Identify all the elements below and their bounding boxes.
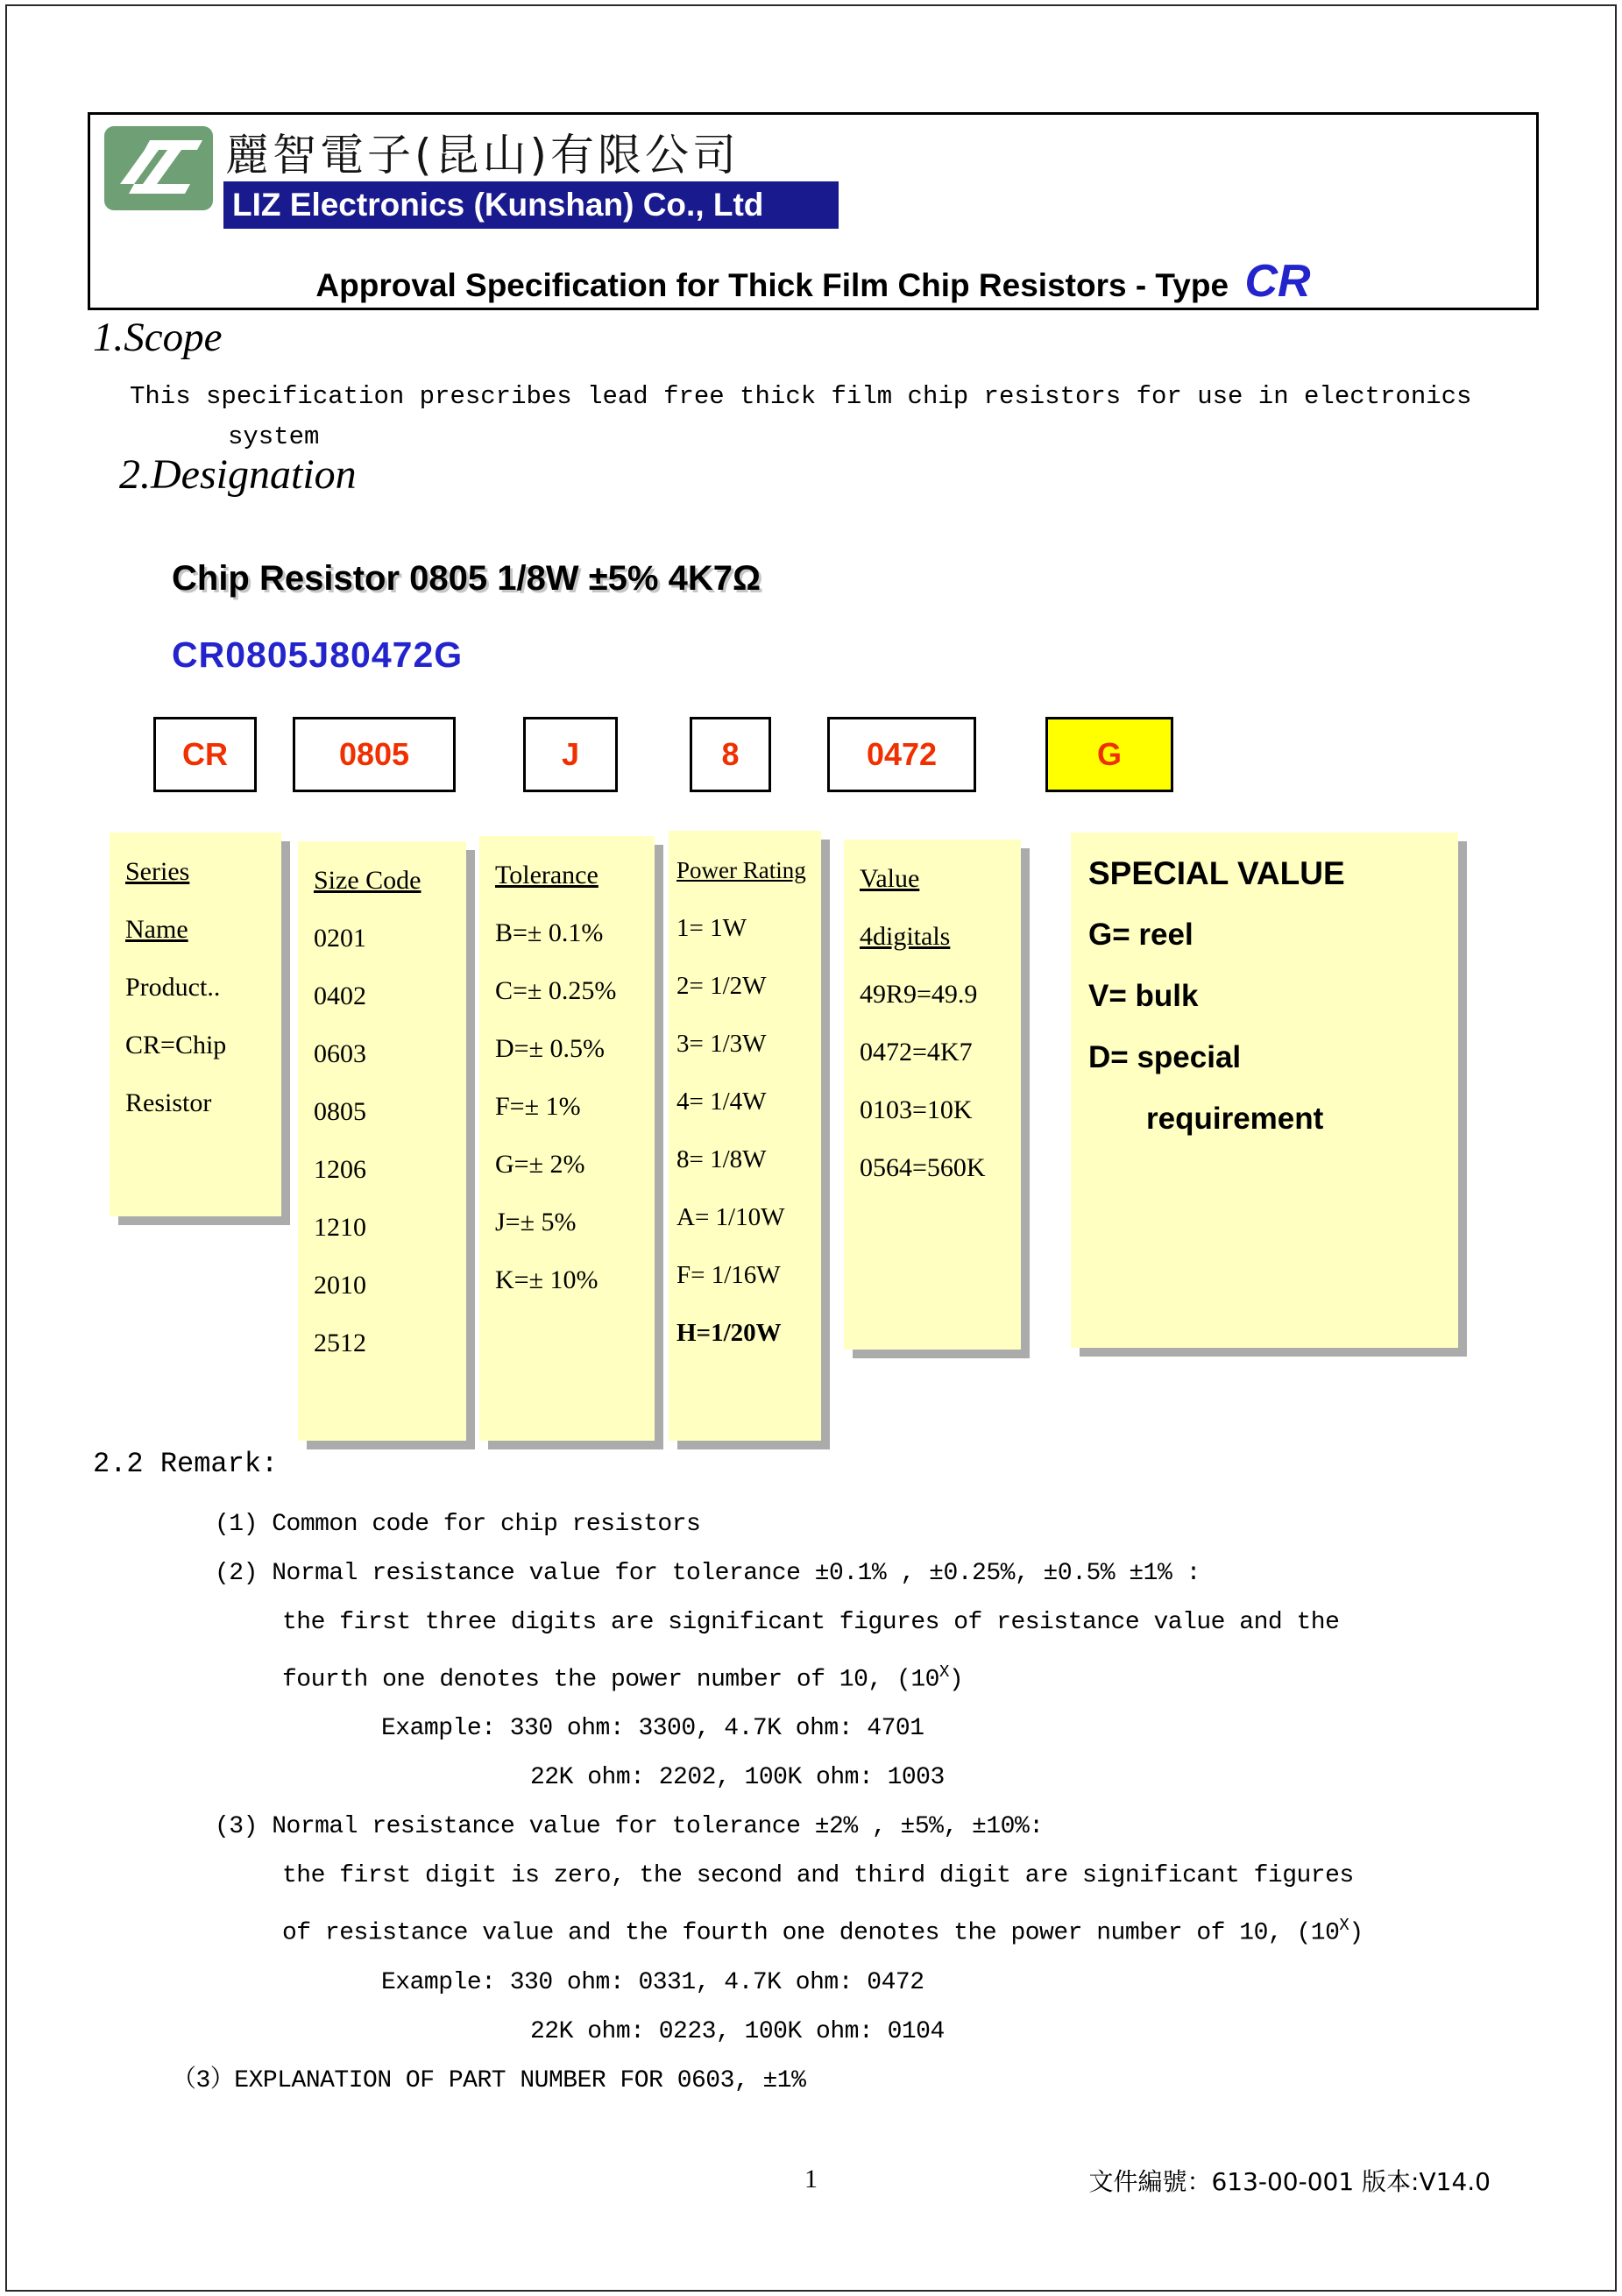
special-value-title: SPECIAL VALUE <box>1088 855 1345 891</box>
power-superscript: X <box>938 1662 949 1682</box>
remark-line-2a: the first three digits are significant figures of resistance value and the <box>282 1609 1340 1636</box>
document-title-type-code: CR <box>1244 256 1311 307</box>
remark-text: fourth one denotes the power number of 10, (10 <box>282 1666 939 1694</box>
size-code-item: 0402 <box>314 981 366 1010</box>
page-number: 1 <box>804 2165 818 2193</box>
example-part-number: CR0805J80472G <box>172 634 464 675</box>
series-header-line1: Series <box>125 857 190 886</box>
remark-text: ) <box>1349 1919 1363 1947</box>
tolerance-item: B=± 0.1% <box>495 918 604 947</box>
special-value-item: requirement <box>1146 1102 1324 1136</box>
tolerance-item: J=± 5% <box>495 1208 577 1237</box>
size-code-item: 0201 <box>314 924 366 953</box>
code-box-packing: G <box>1045 717 1173 792</box>
series-item: CR=Chip <box>125 1031 227 1059</box>
size-code-item: 2010 <box>314 1271 366 1300</box>
liz-logo-icon <box>104 126 213 210</box>
code-box-power: 8 <box>690 717 771 792</box>
remark-text: ) <box>948 1666 964 1694</box>
size-code-item: 1206 <box>314 1155 366 1184</box>
remark-line-3: (3) Normal resistance value for tolerance ±2% , ±5%, ±10%: <box>215 1813 1044 1841</box>
size-code-item: 1210 <box>314 1213 366 1242</box>
tolerance-header: Tolerance <box>495 861 599 889</box>
tolerance-item: K=± 10% <box>495 1265 599 1294</box>
code-box-value: 0472 <box>827 717 976 792</box>
remark-line-4: （3）EXPLANATION OF PART NUMBER FOR 0603, ±1% <box>172 2066 806 2094</box>
panel-value <box>844 840 1021 1350</box>
value-item: 0564=560K <box>860 1153 986 1182</box>
panel-power-rating <box>669 831 821 1441</box>
special-value-item: D= special <box>1088 1040 1242 1074</box>
remark-example-1: Example: 330 ohm: 3300, 4.7K ohm: 4701 <box>381 1715 924 1743</box>
series-item: Resistor <box>125 1088 212 1117</box>
tolerance-item: G=± 2% <box>495 1150 585 1179</box>
code-box-size: 0805 <box>293 717 456 792</box>
value-item: 0103=10K <box>860 1095 973 1124</box>
power-rating-item: A= 1/10W <box>676 1203 785 1231</box>
value-item: 49R9=49.9 <box>860 980 978 1009</box>
remark-text: of resistance value and the fourth one denotes the power number of 10, (10 <box>282 1919 1340 1947</box>
remark-example-4: 22K ohm: 0223, 100K ohm: 0104 <box>530 2017 945 2045</box>
scope-line-2: system <box>228 422 320 451</box>
company-name-chinese: 麗智電子(昆山)有限公司 <box>225 130 740 181</box>
remark-line-2b <box>282 1648 1569 1704</box>
value-subheader: 4digitals <box>860 922 951 951</box>
remark-example-3: Example: 330 ohm: 0331, 4.7K ohm: 0472 <box>381 1968 924 1996</box>
power-rating-header: Power Rating <box>676 857 806 883</box>
document-number-version: 文件編號：613-00-001 版本:V14.0 <box>1088 2167 1491 2196</box>
remark-line-2: (2) Normal resistance value for tolerance ±0.1% , ±0.25%, ±0.5% ±1% : <box>215 1560 1201 1587</box>
scope-text <box>130 377 1471 457</box>
tolerance-item: C=± 0.25% <box>495 976 617 1005</box>
panel-series-name <box>110 833 281 1216</box>
panel-special-value <box>1071 833 1458 1348</box>
power-rating-item: 2= 1/2W <box>676 972 767 1000</box>
panel-tolerance <box>479 836 655 1441</box>
tolerance-item: D=± 0.5% <box>495 1034 606 1063</box>
power-rating-item: 3= 1/3W <box>676 1030 767 1058</box>
remark-line-3b <box>282 1901 1569 1958</box>
size-code-header: Size Code <box>314 866 421 895</box>
company-name-english: LIZ Electronics (Kunshan) Co., Ltd <box>223 181 839 229</box>
scope-line-1: This specification prescribes lead free thick film chip resistors for use in electronics <box>130 382 1472 411</box>
panel-size-code <box>298 841 466 1441</box>
power-rating-item: 4= 1/4W <box>676 1088 767 1116</box>
document-title <box>90 255 1536 308</box>
code-box-tolerance: J <box>523 717 618 792</box>
power-rating-item: 1= 1W <box>676 914 747 942</box>
size-code-item: 2512 <box>314 1329 366 1357</box>
scope-heading: 1.Scope <box>93 315 223 360</box>
power-rating-item: F= 1/16W <box>676 1261 781 1289</box>
designation-heading: 2.Designation <box>119 451 357 498</box>
power-rating-item: H=1/20W <box>676 1319 782 1347</box>
code-box-series: CR <box>153 717 257 792</box>
document-title-text: Approval Specification for Thick Film Chip Resistors - Type <box>315 267 1229 303</box>
size-code-item: 0603 <box>314 1039 366 1068</box>
tolerance-item: F=± 1% <box>495 1092 581 1121</box>
special-value-item: G= reel <box>1088 918 1193 952</box>
size-code-item: 0805 <box>314 1097 366 1126</box>
remark-heading: 2.2 Remark: <box>93 1448 279 1480</box>
value-header: Value <box>860 864 920 893</box>
power-rating-item: 8= 1/8W <box>676 1145 767 1173</box>
remark-line-3a: the first digit is zero, the second and third digit are significant figures <box>282 1862 1354 1890</box>
header <box>88 112 1539 310</box>
example-part-title: Chip Resistor 0805 1/8W ±5% 4K7Ω <box>172 559 761 598</box>
special-value-item: V= bulk <box>1088 979 1199 1013</box>
remark-example-2: 22K ohm: 2202, 100K ohm: 1003 <box>530 1764 945 1792</box>
power-superscript: X <box>1339 1916 1349 1936</box>
remark-line-1: (1) Common code for chip resistors <box>215 1511 701 1538</box>
series-item: Product.. <box>125 973 221 1002</box>
remark-body <box>131 1500 1569 2106</box>
liz-logo <box>104 126 213 210</box>
series-header-line2: Name <box>125 915 188 944</box>
value-item: 0472=4K7 <box>860 1038 973 1067</box>
